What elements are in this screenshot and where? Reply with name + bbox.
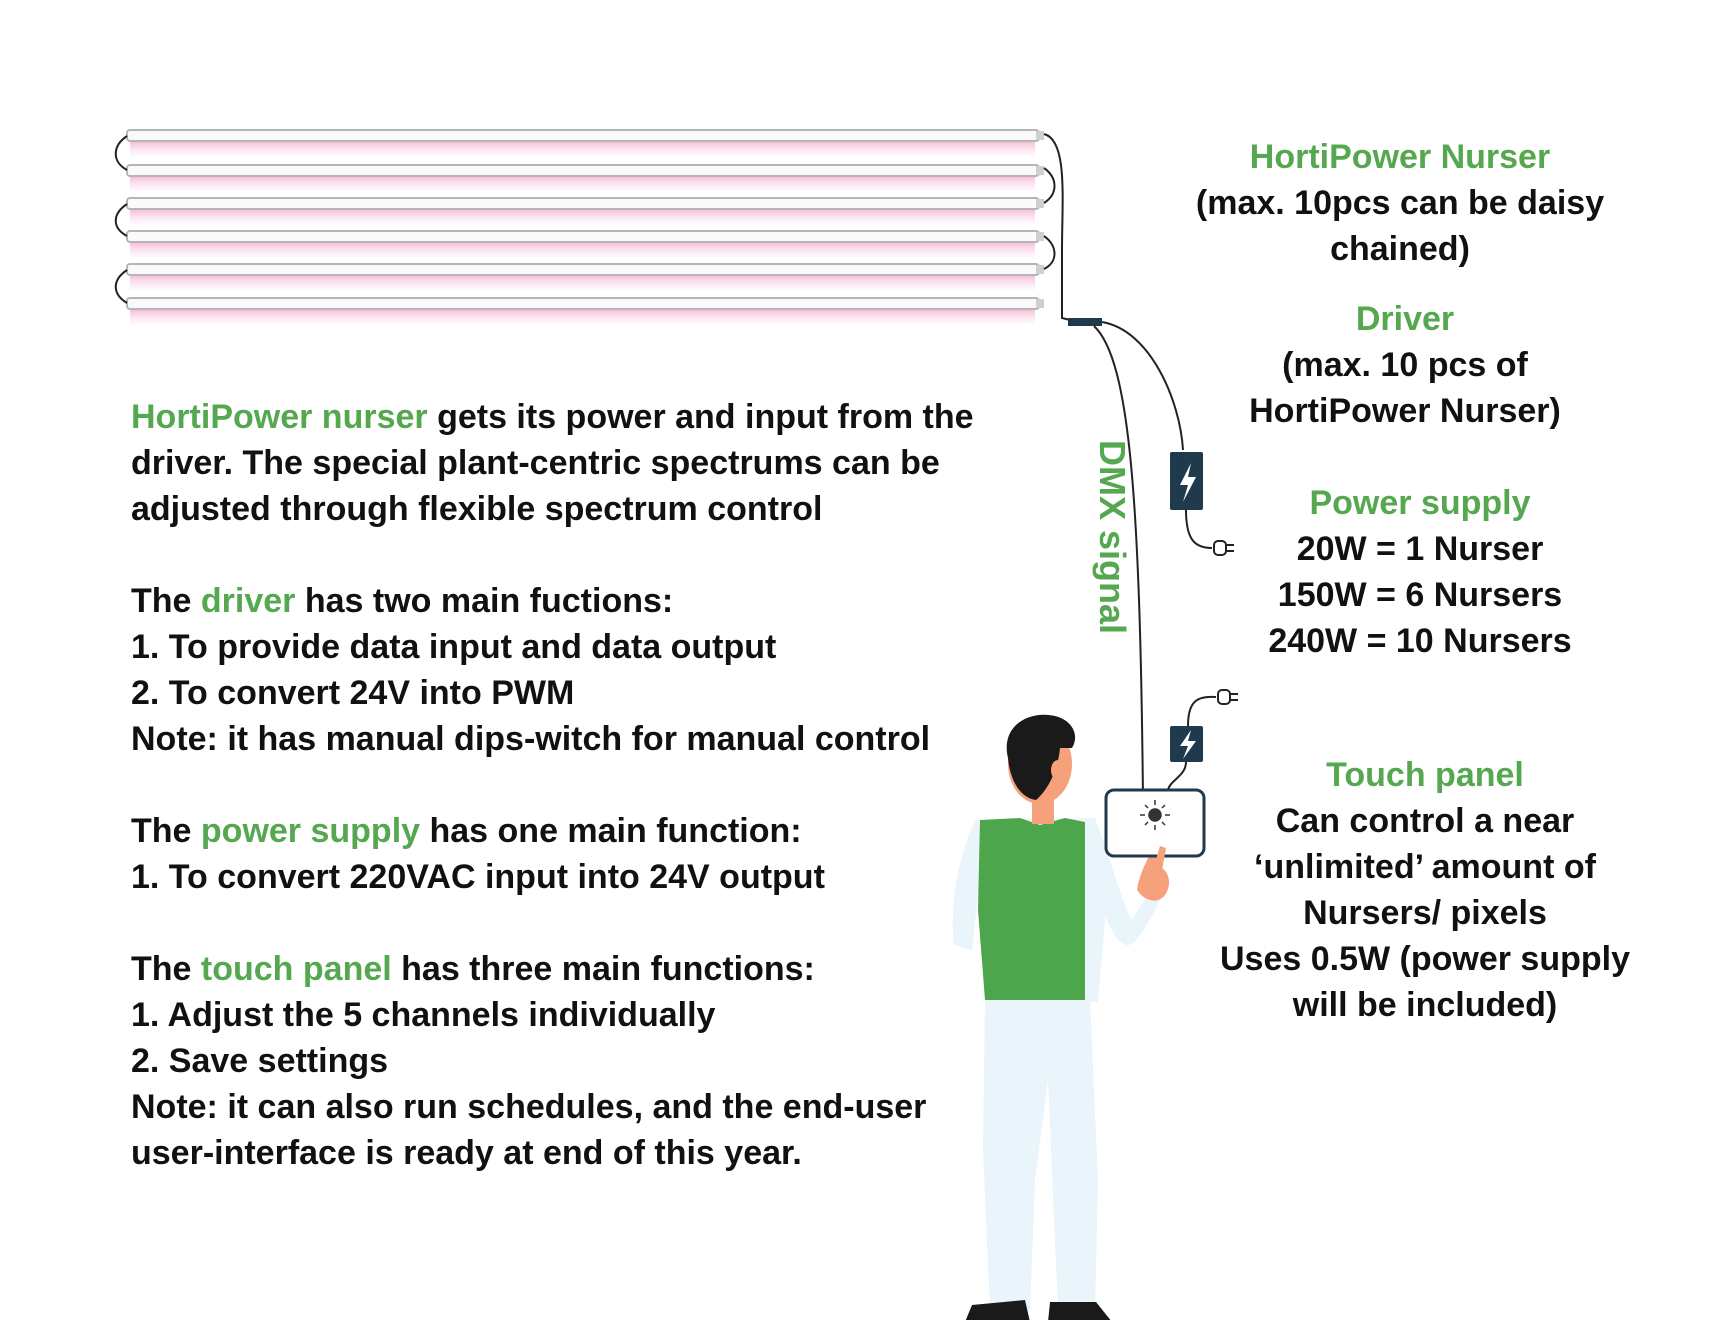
psu-heading: The power supply has one main function: — [131, 812, 802, 850]
tube-5 — [127, 264, 1044, 290]
touch-heading: The touch panel has three main functions: — [131, 950, 815, 988]
psu-highlight: power supply — [200, 812, 421, 850]
nurser-title: HortiPower Nurser — [1249, 138, 1551, 176]
description-text — [131, 394, 1031, 1176]
plug-icon — [1218, 690, 1238, 704]
driver-note: Note: it has manual dips-witch for manual control — [131, 720, 931, 758]
psu-line: 240W = 10 Nursers — [1268, 622, 1572, 660]
nurser-desc: (max. 10pcs can be daisy chained) — [1195, 184, 1605, 268]
driver-desc: (max. 10 pcs of HortiPower Nurser) — [1249, 346, 1561, 430]
intro-paragraph — [131, 394, 1031, 532]
tube-2 — [127, 165, 1044, 191]
daisy-chain-cables — [116, 134, 1070, 320]
driver-item: 1. To provide data input and data output — [131, 628, 777, 666]
driver-item: 2. To convert 24V into PWM — [131, 674, 575, 712]
touch-section — [131, 946, 1031, 1176]
touch-note: Note: it can also run schedules, and the end-user user-interface is ready at end of this year. — [131, 1088, 927, 1172]
touch-title: Touch panel — [1326, 756, 1524, 794]
tube-6 — [127, 298, 1044, 324]
grow-light-tubes — [127, 130, 1044, 324]
power-supply-label — [1230, 480, 1610, 664]
driver-highlight: driver — [200, 582, 296, 620]
touch-desc: Can control a near ‘unlimited’ amount of Nursers/ pixels — [1254, 802, 1596, 932]
touch-highlight: touch panel — [200, 950, 392, 988]
intro-rest: gets its power and input from the driver. The special plant-centric spectrums can be adjusted through flexible spectrum control — [131, 398, 974, 528]
psu-section — [131, 808, 1031, 900]
power-supply-unit — [1170, 452, 1234, 555]
touch-power-note: Uses 0.5W (power supply will be included) — [1220, 940, 1630, 1024]
touch-panel-label — [1190, 752, 1660, 1028]
psu-line: 150W = 6 Nursers — [1277, 576, 1563, 614]
touch-item: 2. Save settings — [131, 1042, 389, 1080]
driver-heading: The driver has two main fuctions: — [131, 582, 674, 620]
nurser-label — [1170, 134, 1630, 272]
dmx-signal-text: DMX signal — [1092, 440, 1133, 635]
driver-label — [1190, 296, 1620, 434]
driver-section — [131, 578, 1031, 762]
psu-title: Power supply — [1309, 484, 1531, 522]
intro-highlight: HortiPower nurser — [131, 398, 428, 436]
tube-4 — [127, 231, 1044, 257]
driver-title: Driver — [1355, 300, 1455, 338]
psu-item: 1. To convert 220VAC input into 24V output — [131, 858, 825, 896]
psu-line: 20W = 1 Nurser — [1296, 530, 1544, 568]
tube-1 — [127, 130, 1044, 156]
tube-3 — [127, 198, 1044, 224]
touch-item: 1. Adjust the 5 channels individually — [131, 996, 716, 1034]
